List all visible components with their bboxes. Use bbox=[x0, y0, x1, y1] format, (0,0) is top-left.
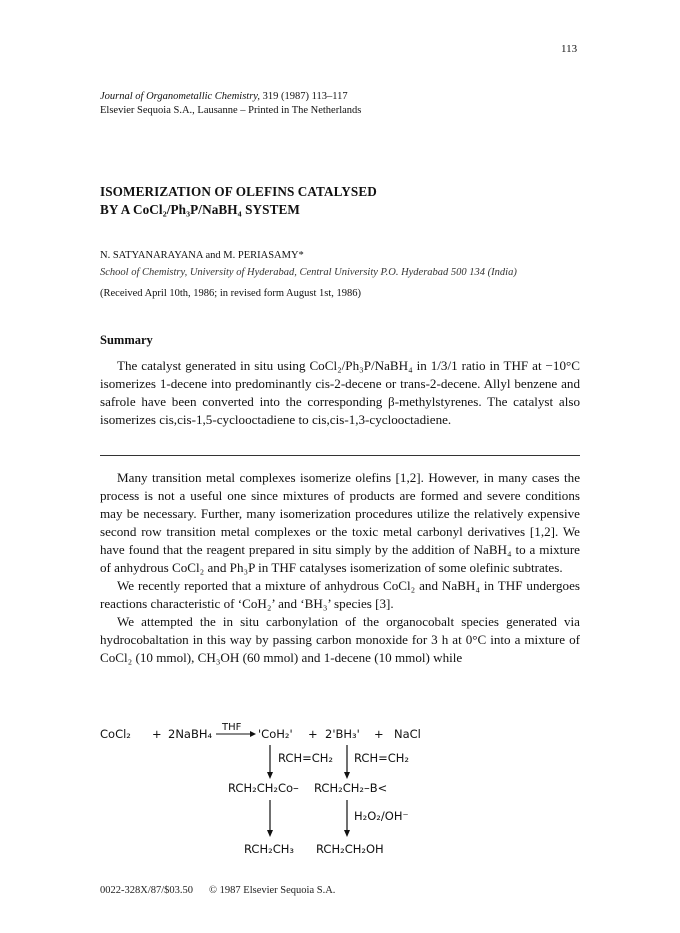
publisher-line: Elsevier Sequoia S.A., Lausanne – Printed in The Netherlands bbox=[100, 105, 362, 116]
affiliation: School of Chemistry, University of Hyderabad, Central University P.O. Hyderabad 500 134 (India) bbox=[100, 267, 517, 278]
scheme-oxidation-reagent: H₂O₂/OH⁻ bbox=[354, 809, 409, 823]
body-paragraph-2: We recently reported that a mixture of anhydrous CoCl₂ and NaBH₄ in THF undergoes reactions characteristic of ‘CoH₂’ and ‘BH₃’ species [3]. bbox=[100, 578, 580, 611]
scheme-arrowhead-left-2 bbox=[267, 830, 273, 837]
summary-paragraph: The catalyst generated in situ using CoCl₂/Ph₃P/NaBH₄ in 1/3/1 ratio in THF at −10°C isomerizes 1-decene into predominantly cis-2-decene or trans-2-decene. Allyl benzene and safrole have been converted into the corresponding β-methylstyrenes. The catalyst also isomerizes cis,cis-1,5-cyclooctadiene to cis,cis-1,3-cyclooctadiene. bbox=[100, 358, 580, 427]
reaction-scheme bbox=[98, 710, 580, 870]
scheme-product-3: NaCl bbox=[394, 727, 421, 741]
scheme-product-1: 'CoH₂' bbox=[258, 727, 293, 741]
page-number: 113 bbox=[561, 43, 578, 55]
scheme-plus-3: + bbox=[374, 727, 384, 741]
scheme-reagent-left: RCH=CH₂ bbox=[278, 751, 334, 765]
footer-code: 0022-328X/87/$03.50 bbox=[100, 885, 194, 896]
scheme-plus-2: + bbox=[308, 727, 318, 741]
body-paragraph-3: We attempted the in situ carbonylation of the organocobalt species generated via hydrocobaltation in this way by passing carbon monoxide for 3 h at 0°C into a mixture of CoCl₂ (10 mmol), CH₃OH (60 mmol) and 1-decene (10 mmol) while bbox=[100, 614, 580, 665]
received-dates: (Received April 10th, 1986; in revised form August 1st, 1986) bbox=[100, 288, 362, 299]
article-title bbox=[100, 183, 377, 219]
scheme-reagent-right: RCH=CH₂ bbox=[354, 751, 410, 765]
footer bbox=[100, 885, 335, 896]
title-line-2: BY A CoCl₂/Ph₃P/NaBH₄ SYSTEM bbox=[100, 202, 300, 217]
scheme-final-left: RCH₂CH₃ bbox=[244, 842, 294, 856]
scheme-plus-1: + bbox=[152, 727, 162, 741]
footer-copyright: © 1987 Elsevier Sequoia S.A. bbox=[209, 885, 336, 896]
body-paragraph-1: Many transition metal complexes isomerize olefins [1,2]. However, in many cases the process is not a useful one since mixtures of products are formed and severe conditions may be necessary. Further, many isomerization procedures utilize the relatively expensive second row transition metal complexes or the toxic metal carbonyl derivatives [1,2]. We have found that the reagent prepared in situ simply by the addition of NaBH₄ to a mixture of anhydrous CoCl₂ and Ph₃P in THF catalyses isomerization of some olefinic subtrates. bbox=[100, 470, 580, 575]
scheme-final-right: RCH₂CH₂OH bbox=[316, 842, 384, 856]
authors: N. SATYANARAYANA and M. PERIASAMY* bbox=[100, 250, 304, 261]
title-line-1: ISOMERIZATION OF OLEFINS CATALYSED bbox=[100, 184, 377, 199]
scheme-arrowhead-right-1 bbox=[344, 772, 350, 779]
summary-text bbox=[100, 357, 580, 429]
scheme-product-2: 2'BH₃' bbox=[325, 727, 360, 741]
scheme-reaction-arrowhead bbox=[250, 731, 256, 737]
scheme-intermediate-left: RCH₂CH₂Co– bbox=[228, 781, 299, 795]
section-divider bbox=[100, 455, 580, 456]
scheme-arrow-label: THF bbox=[222, 722, 242, 733]
scheme-intermediate-right: RCH₂CH₂–B< bbox=[314, 781, 388, 795]
scheme-reactant-2: 2NaBH₄ bbox=[168, 727, 213, 741]
journal-volume: 319 (1987) 113–117 bbox=[260, 91, 348, 102]
scheme-reactant-1: CoCl₂ bbox=[100, 727, 131, 741]
journal-name: Journal of Organometallic Chemistry, bbox=[100, 91, 261, 102]
scheme-arrowhead-left-1 bbox=[267, 772, 273, 779]
summary-heading: Summary bbox=[100, 333, 153, 347]
body-text bbox=[100, 469, 580, 667]
journal-citation bbox=[100, 90, 361, 118]
scheme-arrowhead-right-2 bbox=[344, 830, 350, 837]
